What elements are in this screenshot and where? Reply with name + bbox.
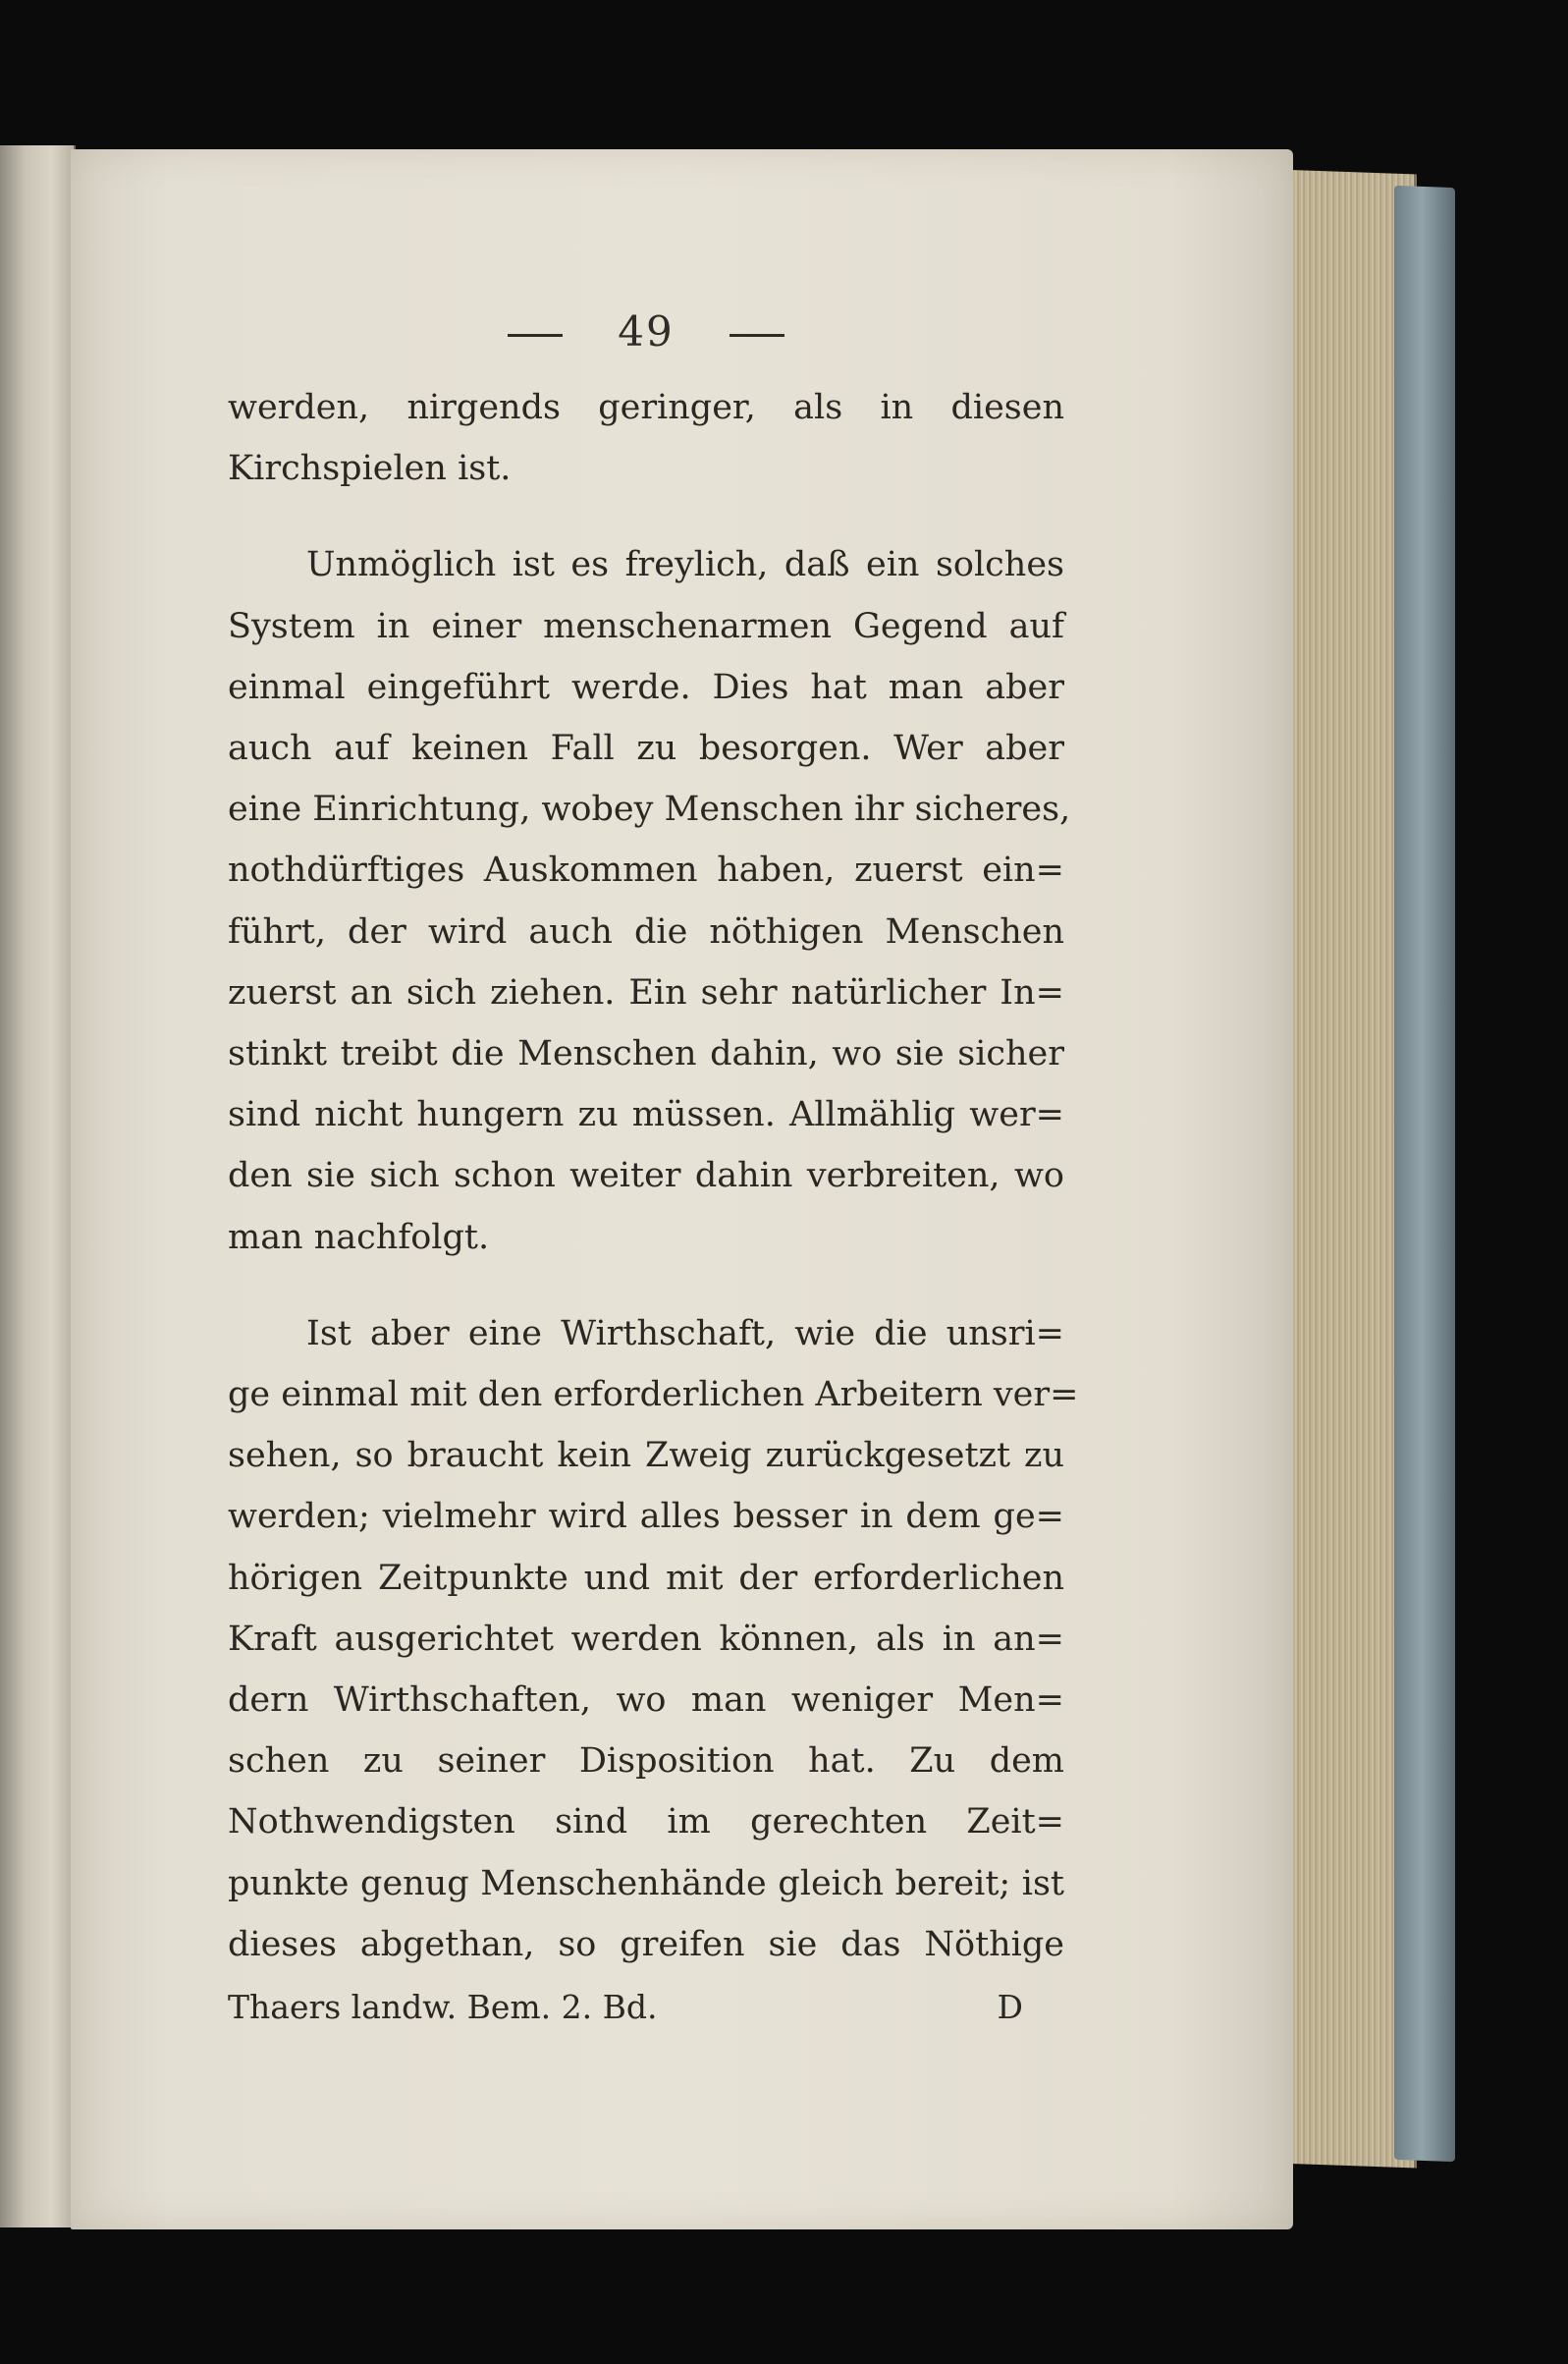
text-line: dieses abgethan, so greifen sie das Nöthige	[228, 1924, 1064, 1964]
text-line: schen zu seiner Disposition hat. Zu dem	[228, 1741, 1064, 1782]
text-line: einmal eingeführt werde. Dies hat man aber	[228, 667, 1064, 707]
text-line: ge einmal mit den erforderlichen Arbeitern ver=	[228, 1375, 1079, 1415]
text-line: Kraft ausgerichtet werden können, als in an=	[228, 1619, 1064, 1659]
text-line: Kirchspielen ist.	[228, 449, 512, 489]
left-page-edge	[0, 145, 76, 2227]
book-page	[71, 149, 1293, 2229]
running-head	[228, 287, 1064, 377]
text-block	[228, 287, 1079, 2036]
text-line: punkte genug Menschenhände gleich bereit; ist	[228, 1863, 1064, 1903]
text-line: den sie sich schon weiter dahin verbreiten, wo	[228, 1156, 1064, 1196]
text-line: zuerst an sich ziehen. Ein sehr natürlicher In=	[228, 972, 1064, 1013]
text-line: sehen, so braucht kein Zweig zurückgesetzt zu	[228, 1436, 1064, 1476]
text-line: stinkt treibt die Menschen dahin, wo sie sicher	[228, 1034, 1064, 1074]
text-line: hörigen Zeitpunkte und mit der erforderlichen	[228, 1558, 1064, 1598]
page-number: 49	[618, 307, 675, 356]
footer-title: Thaers landw. Bem. 2. Bd.	[228, 1988, 658, 2027]
text-line: Ist aber eine Wirthschaft, wie die unsri=	[306, 1313, 1064, 1353]
text-line: sind nicht hungern zu müssen. Allmählig wer=	[228, 1095, 1064, 1135]
page-footer	[228, 1979, 1064, 2036]
text-line: führt, der wird auch die nöthigen Menschen	[228, 911, 1064, 952]
signature-mark: D	[997, 1988, 1023, 2027]
text-line: Unmöglich ist es freylich, daß ein solches	[306, 545, 1064, 585]
paragraph-3	[228, 1303, 1079, 1975]
text-line: man nachfolgt.	[228, 1217, 490, 1257]
text-line: auch auf keinen Fall zu besorgen. Wer aber	[228, 729, 1064, 769]
text-line: System in einer menschenarmen Gegend auf	[228, 606, 1064, 646]
text-line: Nothwendigsten sind im gerechten Zeit=	[228, 1802, 1064, 1842]
text-line: werden, nirgends geringer, als in diesen	[228, 388, 1064, 427]
paragraph-1	[228, 377, 1064, 499]
text-line: eine Einrichtung, wobey Menschen ihr sicheres,	[228, 790, 1071, 830]
paragraph-2	[228, 534, 1071, 1267]
dash-right	[730, 334, 784, 337]
text-line: nothdürftiges Auskommen haben, zuerst ein=	[228, 851, 1064, 891]
book-cover-edge	[1394, 186, 1455, 2162]
text-line: werden; vielmehr wird alles besser in dem ge=	[228, 1497, 1064, 1537]
dash-left	[508, 334, 563, 337]
text-line: dern Wirthschaften, wo man weniger Men=	[228, 1680, 1064, 1721]
